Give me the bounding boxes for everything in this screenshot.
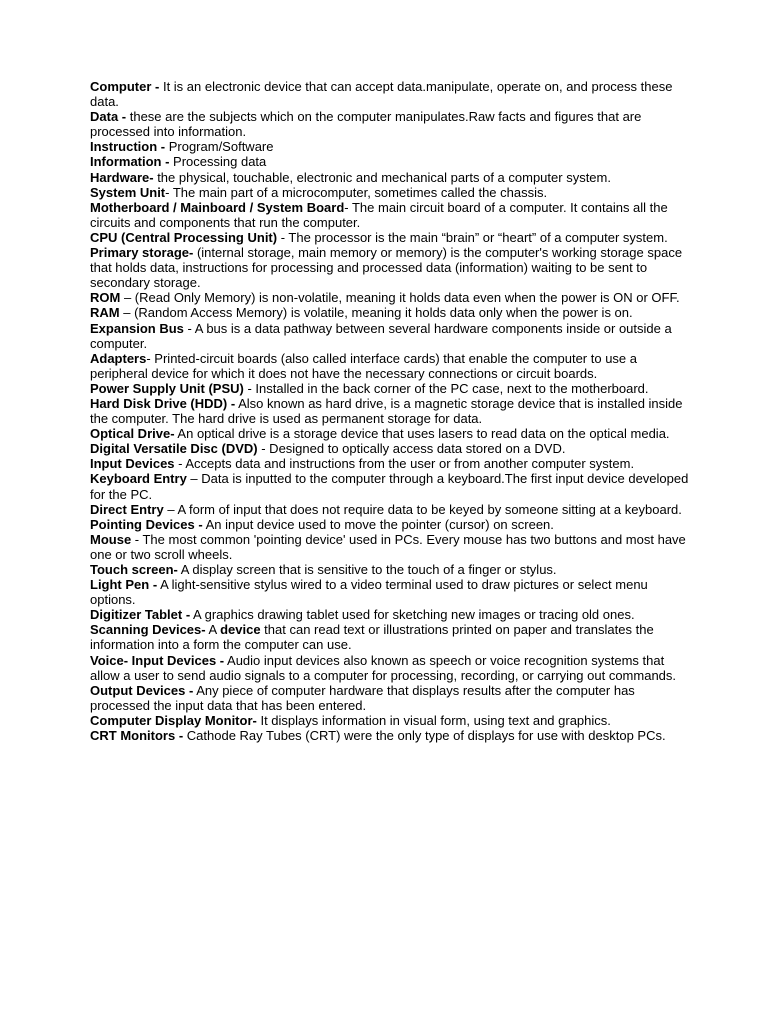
definition-text: An input device used to move the pointer (cursor) on screen. [202, 516, 554, 532]
definition-crt-monitors [90, 728, 690, 743]
definition-direct-entry [90, 502, 690, 517]
definition-text: these are the subjects which on the computer manipulates.Raw facts and figures that are processed into information. [90, 109, 642, 140]
term: Data - [90, 109, 127, 125]
definition-light-pen [90, 577, 690, 607]
term: ROM [90, 290, 121, 306]
term: Output Devices - [90, 682, 194, 698]
term: Touch screen- [90, 562, 178, 577]
term: Input Devices [90, 456, 175, 472]
definition-text: - The main part of a microcomputer, sometimes called the chassis. [165, 184, 548, 200]
definition-primary-storage [90, 245, 690, 290]
definition-digitizer-tablet [90, 607, 690, 622]
definition-rom [90, 290, 690, 305]
term: Optical Drive- [90, 426, 175, 442]
definition-touch-screen [90, 562, 690, 577]
definition-input-devices [90, 456, 690, 471]
term: Digitizer Tablet - [90, 607, 191, 623]
definition-text: Also known as hard drive, is a magnetic storage device that is installed inside the computer. The hard drive is used as permanent storage for data. [90, 395, 683, 427]
definition-text: - Installed in the back corner of the PC case, next to the motherboard. [243, 380, 649, 396]
definition-mouse [90, 532, 690, 562]
definition-text: - Designed to optically access data stored on a DVD. [257, 441, 566, 457]
definition-text: - The main circuit board of a computer. It contains all the circuits and components that run the computer. [90, 199, 668, 230]
document-page [90, 79, 690, 743]
definition-text: - Printed-circuit boards (also called interface cards) that enable the computer to use a peripheral device for which it does not have the necessary connections or circuit boards. [90, 350, 637, 381]
definition-computer [90, 79, 690, 109]
term: Hardware- [90, 169, 154, 185]
term: Direct Entry [90, 501, 164, 517]
definition-text: the physical, touchable, electronic and mechanical parts of a computer system. [153, 169, 611, 185]
definition-text: – Data is inputted to the computer through a keyboard.The first input device developed for the PC. [90, 471, 689, 502]
definition-text-continued: that can read text or illustrations printed on paper and translates the information into a form the computer can use. [90, 622, 654, 653]
term: Motherboard / Mainboard / System Board [90, 199, 345, 215]
definition-text: Processing data [169, 154, 267, 170]
term: CPU (Central Processing Unit) [90, 229, 278, 245]
definition-text: A light-sensitive stylus wired to a video terminal used to draw pictures or select menu options. [90, 577, 648, 608]
definition-adapters [90, 351, 690, 381]
definition-text: It is an electronic device that can accept data.manipulate, operate on, and process these data. [90, 79, 673, 110]
definition-text: (internal storage, main memory or memory) is the computer's working storage space that holds data, instructions for processing and processed data (information) waiting to be sent to secondary storage. [90, 245, 683, 291]
definition-text: Any piece of computer hardware that displays results after the computer has processed the input data that has been entered. [90, 682, 635, 713]
term: Keyboard Entry [90, 471, 187, 487]
definition-text: - The most common 'pointing device' used in PCs. Every mouse has two buttons and most have one or two scroll wheels. [90, 531, 686, 562]
definition-dvd [90, 441, 690, 456]
term: Voice- Input Devices - [90, 652, 225, 668]
term: RAM [90, 305, 120, 321]
definition-text: Program/Software [165, 139, 274, 155]
term: Expansion Bus [90, 320, 184, 336]
term: CRT Monitors - [90, 728, 184, 744]
term: Scanning Devices- [90, 622, 206, 638]
term: System Unit [90, 184, 166, 200]
bold-keyword: device [220, 622, 261, 638]
definition-output-devices [90, 683, 690, 713]
definition-text: Cathode Ray Tubes (CRT) were the only type of displays for use with desktop PCs. [183, 728, 666, 744]
definition-scanning-devices [90, 622, 690, 652]
term: Hard Disk Drive (HDD) - [90, 395, 236, 411]
definition-display-monitor [90, 713, 690, 728]
definition-system-unit [90, 185, 690, 200]
definition-text: A graphics drawing tablet used for sketching new images or tracing old ones. [190, 607, 635, 623]
definition-keyboard-entry [90, 471, 690, 501]
definition-data [90, 109, 690, 139]
definition-text: – A form of input that does not require data to be keyed by someone sitting at a keyboard. [163, 501, 682, 517]
definition-optical-drive [90, 426, 690, 441]
definition-text: An optical drive is a storage device that uses lasers to read data on the optical media. [174, 426, 670, 442]
term: Information - [90, 154, 170, 170]
term: Power Supply Unit (PSU) [90, 380, 244, 396]
term: Computer Display Monitor- [90, 712, 257, 728]
definition-motherboard [90, 200, 690, 230]
definition-information [90, 154, 690, 169]
definition-pointing-devices [90, 517, 690, 532]
definition-text: Audio input devices also known as speech or voice recognition systems that allow a user to send audio signals to a computer for processing, recording, or carrying out commands. [90, 652, 677, 683]
definition-voice-input-devices [90, 653, 690, 683]
term: Mouse [90, 531, 132, 547]
definition-text: A [205, 622, 221, 638]
definition-text: - Accepts data and instructions from the user or from another computer system. [174, 456, 635, 472]
definition-text: – (Random Access Memory) is volatile, meaning it holds data only when the power is on. [119, 305, 633, 321]
term: Digital Versatile Disc (DVD) [90, 441, 258, 457]
definition-text: - The processor is the main “brain” or “heart” of a computer system. [277, 229, 668, 245]
definition-instruction [90, 139, 690, 154]
term: Computer - [90, 79, 160, 94]
term: Primary storage- [90, 245, 194, 261]
definition-text: A display screen that is sensitive to the touch of a finger or stylus. [177, 562, 557, 577]
term: Pointing Devices - [90, 516, 203, 532]
definition-cpu [90, 230, 690, 245]
definition-expansion-bus [90, 321, 690, 351]
term: Adapters [90, 350, 147, 366]
definition-text: It displays information in visual form, using text and graphics. [256, 712, 611, 728]
definition-psu [90, 381, 690, 396]
definition-ram [90, 305, 690, 320]
definition-hdd [90, 396, 690, 426]
definition-hardware [90, 170, 690, 185]
term: Instruction - [90, 139, 166, 155]
definition-text: – (Read Only Memory) is non-volatile, meaning it holds data even when the power is ON or OFF. [120, 290, 680, 306]
term: Light Pen - [90, 577, 158, 593]
definition-text: - A bus is a data pathway between several hardware components inside or outside a computer. [90, 320, 672, 351]
